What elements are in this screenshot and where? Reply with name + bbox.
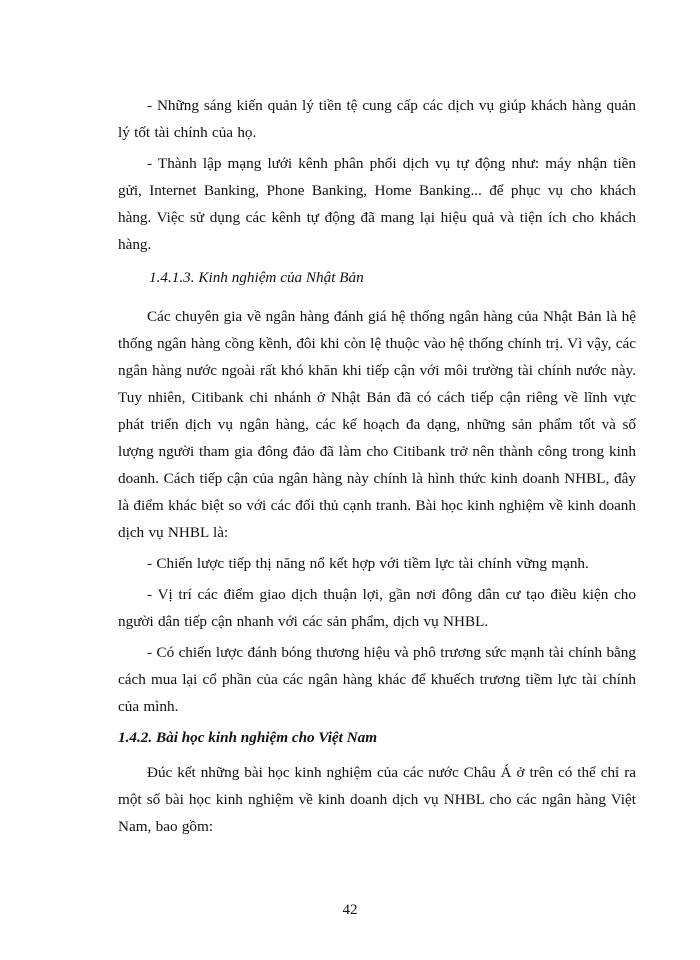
paragraph-vietnam-lessons: Đúc kết những bài học kinh nghiệm của các nước Châu Á ở trên có thể chỉ ra một số bài học kinh nghiệm về kinh doanh dịch vụ NHBL cho các ngân hàng Việt Nam, bao gồm: — [118, 764, 636, 835]
paragraph-money-management: - Những sáng kiến quản lý tiền tệ cung cấp các dịch vụ giúp khách hàng quản lý tốt tài chính của họ. — [118, 97, 636, 141]
page-number: 42 — [342, 902, 358, 918]
subheading-japan-experience: 1.4.1.3. Kinh nghiệm của Nhật Bản — [149, 269, 364, 286]
paragraph-branch-location: - Vị trí các điểm giao dịch thuận lợi, gần nơi đông dân cư tạo điều kiện cho người dân tiếp cận nhanh với các sản phẩm, dịch vụ NHBL. — [118, 586, 636, 630]
paragraph-japan-banking: Các chuyên gia về ngân hàng đánh giá hệ thống ngân hàng của Nhật Bản là hệ thống ngân hàng cồng kềnh, đôi khi còn lệ thuộc vào hệ thống chính trị. Vì vậy, các ngân hàng nước ngoài rất khó khăn khi tiếp cận với môi trường tài chính nước này. Tuy nhiên, Citibank chi nhánh ở Nhật Bản đã có cách tiếp cận riêng về lĩnh vực phát triển dịch vụ ngân hàng, các kế hoạch đa dạng, những sản phẩm tốt và số lượng người tham gia đông đảo đã làm cho Citibank trở nên thành công trong kinh doanh. Cách tiếp cận của ngân hàng này chính là hình thức kinh doanh NHBL, đây là điểm khác biệt so với các đối thủ cạnh tranh. Bài học kinh nghiệm về kinh doanh dịch vụ NHBL là: — [118, 308, 636, 541]
paragraph-automatic-channels: - Thành lập mạng lưới kênh phân phối dịch vụ tự động như: máy nhận tiền gửi, Internet Banking, Phone Banking, Home Banking... để phục vụ cho khách hàng. Việc sử dụng các kênh tự động đã mang lại hiệu quả và tiện ích cho khách hàng. — [118, 155, 636, 253]
page-content — [118, 92, 636, 844]
paragraph-marketing-strategy: - Chiến lược tiếp thị năng nổ kết hợp với tiềm lực tài chính vững mạnh. — [147, 555, 589, 572]
paragraph-brand-strategy: - Có chiến lược đánh bóng thương hiệu và phô trương sức mạnh tài chính bằng cách mua lại cổ phần của các ngân hàng khác để khuếch trương tiềm lực tài chính của mình. — [118, 644, 636, 715]
heading-vietnam-lessons: 1.4.2. Bài học kinh nghiệm cho Việt Nam — [118, 729, 378, 746]
